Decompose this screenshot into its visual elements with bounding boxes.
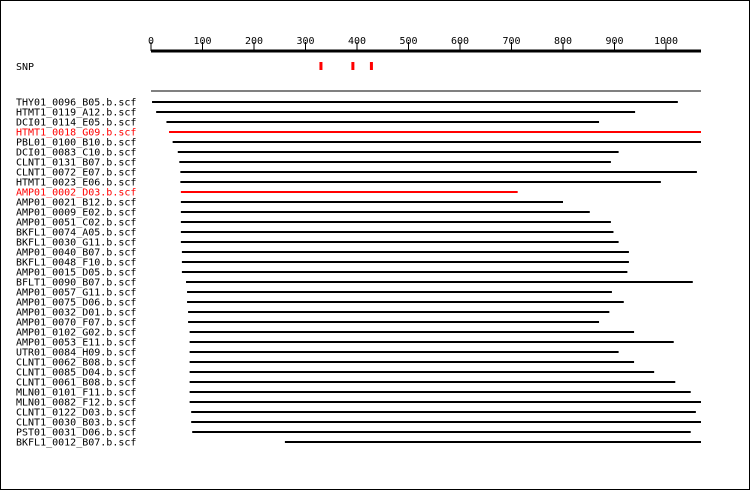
read-label[interactable]: PST01_0031_D06.b.scf	[16, 427, 137, 439]
snp-track	[319, 62, 372, 70]
read-label[interactable]: AMP01_0021_B12.b.scf	[16, 197, 137, 209]
snp-marker	[319, 62, 322, 70]
read-label[interactable]: AMP01_0040_B07.b.scf	[16, 247, 137, 259]
axis-tick-label: 900	[605, 36, 624, 47]
read-label[interactable]: AMP01_0032_D01.b.scf	[16, 307, 137, 319]
read-label[interactable]: BKFL1_0012_B07.b.scf	[16, 437, 137, 449]
read-label[interactable]: BKFL1_0030_G11.b.scf	[16, 237, 137, 249]
read-label[interactable]: UTR01_0084_H09.b.scf	[16, 347, 137, 359]
read-label[interactable]: HTMT1_0023_E06.b.scf	[16, 177, 137, 189]
read-label[interactable]: MLN01_0101_F11.b.scf	[16, 387, 137, 399]
read-label[interactable]: CLNT1_0030_B03.b.scf	[16, 417, 137, 429]
reads-list	[16, 98, 701, 449]
axis-tick-label: 300	[296, 36, 315, 47]
read-label[interactable]: HTMT1_0018_G09.b.scf	[16, 127, 137, 139]
read-label[interactable]: AMP01_0075_D06.b.scf	[16, 297, 137, 309]
read-label[interactable]: AMP01_0015_D05.b.scf	[16, 267, 137, 279]
axis-tick-label: 800	[553, 36, 573, 47]
read-label[interactable]: AMP01_0053_E11.b.scf	[16, 337, 137, 349]
read-label[interactable]: CLNT1_0062_B08.b.scf	[16, 357, 137, 369]
axis-tick-label: 500	[399, 36, 418, 47]
read-label[interactable]: CLNT1_0085_D04.b.scf	[16, 367, 137, 379]
axis-tick-label: 600	[450, 36, 470, 47]
axis-tick-label: 700	[502, 36, 521, 47]
read-label[interactable]: HTMT1_0119_A12.b.scf	[16, 107, 137, 119]
position-axis	[148, 36, 701, 51]
read-label[interactable]: DCI01_0083_C10.b.scf	[16, 147, 137, 159]
read-alignment-chart	[1, 1, 750, 491]
axis-tick-label: 0	[147, 36, 155, 47]
read-label[interactable]: CLNT1_0122_D03.b.scf	[16, 407, 137, 419]
read-label[interactable]: PBL01_0100_B10.b.scf	[16, 137, 137, 149]
axis-tick-label: 200	[244, 36, 264, 47]
snp-marker	[351, 62, 354, 70]
read-label[interactable]: BKFL1_0074_A05.b.scf	[16, 227, 137, 239]
read-label[interactable]: AMP01_0009_E02.b.scf	[16, 207, 137, 219]
read-label[interactable]: MLN01_0082_F12.b.scf	[16, 397, 137, 409]
read-label[interactable]: AMP01_0070_F07.b.scf	[16, 317, 137, 329]
read-label[interactable]: AMP01_0002_D03.b.scf	[16, 187, 137, 199]
read-label[interactable]: CLNT1_0072_E07.b.scf	[16, 167, 137, 179]
axis-tick-label: 400	[347, 36, 367, 47]
read-label[interactable]: THY01_0096_B05.b.scf	[16, 97, 137, 109]
read-label[interactable]: AMP01_0051_C02.b.scf	[16, 217, 137, 229]
read-label[interactable]: DCI01_0114_E05.b.scf	[16, 117, 137, 129]
read-label[interactable]: BFLT1_0090_B07.b.scf	[16, 277, 137, 289]
axis-tick-label: 1000	[653, 36, 679, 47]
read-label[interactable]: AMP01_0057_G11.b.scf	[16, 287, 137, 299]
read-label[interactable]: BKFL1_0048_F10.b.scf	[16, 257, 137, 269]
axis-tick-label: 100	[193, 36, 212, 47]
snp-track-label: SNP	[16, 62, 35, 73]
snp-marker	[370, 62, 373, 70]
read-label[interactable]: CLNT1_0131_B07.b.scf	[16, 157, 137, 169]
read-label[interactable]: AMP01_0102_G02.b.scf	[16, 327, 137, 339]
read-label[interactable]: CLNT1_0061_B08.b.scf	[16, 377, 137, 389]
